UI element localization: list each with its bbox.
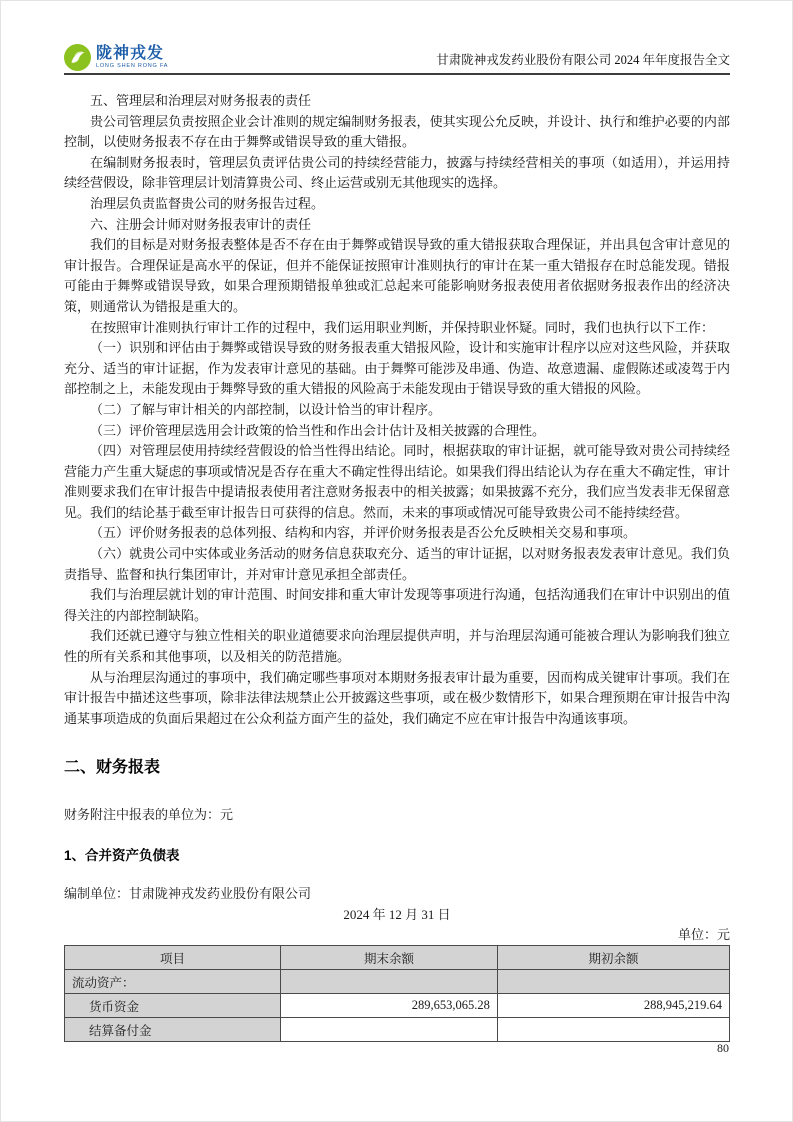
brand-text	[96, 46, 168, 70]
audit-paragraph: （五）评价财务报表的总体列报、结构和内容，并评价财务报表是否公允反映相关交易和事项。	[90, 525, 637, 541]
audit-paragraph: （二）了解与审计相关的内部控制，以设计恰当的审计程序。	[90, 401, 442, 417]
cell-beginning-balance	[497, 970, 729, 994]
header-divider	[64, 73, 730, 75]
audit-paragraph: 我们与治理层就计划的审计范围、时间安排和重大审计发现等事项进行沟通，包括沟通我们在审计中识别出的值得关注的内部控制缺陷。	[64, 587, 730, 623]
table-header-ending-balance: 期末余额	[281, 946, 498, 970]
statement-date: 2024 年 12 月 31 日	[343, 907, 451, 923]
cell-ending-balance: 289,653,065.28	[281, 994, 498, 1018]
table-row-monetary-funds	[65, 994, 730, 1018]
report-header-title: 甘肃陇神戎发药业股份有限公司 2024 年年度报告全文	[436, 53, 730, 67]
page-number: 80	[717, 1041, 729, 1055]
cell-item: 流动资产：	[65, 970, 281, 994]
audit-paragraph: （三）评价管理层选用会计政策的恰当性和作出会计估计及相关披露的合理性。	[90, 422, 546, 438]
section-heading-financial-statements: 二、财务报表	[64, 759, 161, 777]
brand-name-cn: 陇神戎发	[96, 44, 165, 62]
unit-note: 财务附注中报表的单位为：元	[64, 807, 234, 823]
audit-paragraph: 治理层负责监督贵公司的财务报告过程。	[90, 195, 325, 211]
subsection-heading-consolidated-balance-sheet: 1、合并资产负债表	[64, 848, 180, 864]
table-header-item: 项目	[65, 946, 281, 970]
audit-paragraph: （六）就贵公司中实体或业务活动的财务信息获取充分、适当的审计证据，以对财务报表发表审计意见。我们负责指导、监督和执行集团审计，并对审计意见承担全部责任。	[64, 546, 730, 582]
unit-label: 单位：元	[677, 927, 730, 943]
logo-mark-icon	[64, 44, 91, 71]
page-content	[64, 91, 730, 1042]
audit-paragraph: 贵公司管理层负责按照企业会计准则的规定编制财务报表，使其实现公允反映，并设计、执行和维护必要的内部控制，以使财务报表不存在由于舞弊或错误导致的重大错报。	[64, 113, 730, 150]
cell-ending-balance	[281, 970, 498, 994]
table-row-settlement-reserves	[65, 1018, 730, 1042]
table-header-row	[65, 946, 730, 970]
table-header-beginning-balance: 期初余额	[497, 946, 729, 970]
cell-beginning-balance: 288,945,219.64	[497, 994, 729, 1018]
prepared-by: 编制单位：甘肃陇神戎发药业股份有限公司	[64, 886, 312, 902]
audit-paragraph: 从与治理层沟通过的事项中，我们确定哪些事项对本期财务报表审计最为重要，因而构成关键审计事项。我们在审计报告中描述这些事项，除非法律法规禁止公开披露这些事项，或在极少数情形下，如果合理预期在审计报告中沟通某事项造成的负面后果超过在公众利益方面产生的益处，我们确定不应在审计报告中沟通该事项。	[64, 669, 730, 726]
audit-paragraph: 五、管理层和治理层对财务报表的责任	[90, 93, 312, 108]
audit-paragraph: 我们还就已遵守与独立性相关的职业道德要求向治理层提供声明，并与治理层沟通可能被合理认为影响我们独立性的所有关系和其他事项，以及相关的防范措施。	[64, 628, 730, 665]
cell-beginning-balance	[497, 1018, 729, 1042]
audit-paragraph: （一）识别和评估由于舞弊或错误导致的财务报表重大错报风险，设计和实施审计程序以应对这些风险，并获取充分、适当的审计证据，作为发表审计意见的基础。由于舞弊可能涉及串通、伪造、故意遗漏、虚假陈述或凌驾于内部控制之上，未能发现由于舞弊导致的重大错报的风险高于未能发现由于错误导致的重大错报的风险。	[64, 340, 730, 397]
audit-paragraph: 在按照审计准则执行审计工作的过程中，我们运用职业判断，并保持职业怀疑。同时，我们也执行以下工作：	[90, 319, 715, 335]
audit-paragraph: 六、注册会计师对财务报表审计的责任	[90, 216, 312, 232]
audit-paragraph: 我们的目标是对财务报表整体是否不存在由于舞弊或错误导致的重大错报获取合理保证，并出具包含审计意见的审计报告。合理保证是高水平的保证，但并不能保证按照审计准则执行的审计在某一重大错报存在时总能发现。错报可能由于舞弊或错误导致，如果合理预期错报单独或汇总起来可能影响财务报表使用者依据财务报表作出的经济决策，则通常认为错报是重大的。	[64, 237, 730, 314]
cell-item: 结算备付金	[65, 1018, 281, 1042]
company-logo	[64, 44, 168, 71]
cell-ending-balance	[281, 1018, 498, 1042]
page-header	[64, 44, 730, 71]
audit-paragraph: 在编制财务报表时，管理层负责评估贵公司的持续经营能力，披露与持续经营相关的事项（如适用），并运用持续经营假设，除非管理层计划清算贵公司、终止运营或别无其他现实的选择。	[64, 154, 730, 191]
balance-sheet-table	[64, 945, 730, 1042]
table-row-current-assets	[65, 970, 730, 994]
brand-name-en: LONG SHEN RONG FA	[96, 62, 169, 69]
audit-paragraph: （四）对管理层使用持续经营假设的恰当性得出结论。同时，根据获取的审计证据，就可能导致对贵公司持续经营能力产生重大疑虑的事项或情况是否存在重大不确定性得出结论。如果我们得出结论认为存在重大不确定性，审计准则要求我们在审计报告中提请报表使用者注意财务报表中的相关披露；如果披露不充分，我们应当发表非无保留意见。我们的结论基于截至审计报告日可获得的信息。然而，未来的事项或情况可能导致贵公司不能持续经营。	[64, 443, 730, 520]
cell-item: 货币资金	[65, 994, 281, 1018]
